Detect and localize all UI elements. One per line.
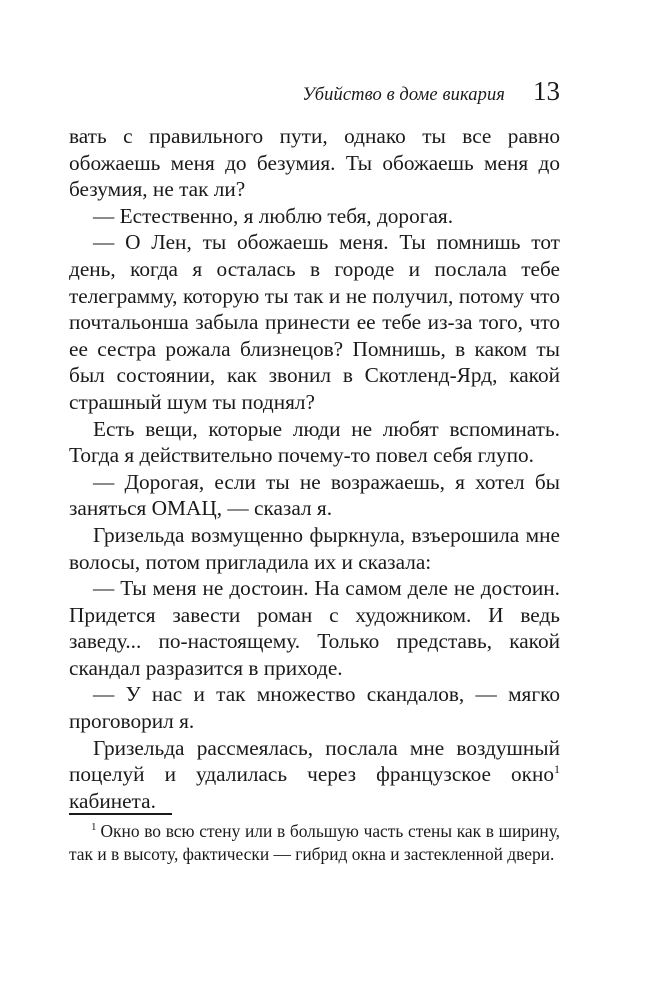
- page-number: 13: [533, 76, 560, 106]
- running-title: Убийство в доме викария: [302, 85, 505, 105]
- paragraph: — О Лен, ты обожаешь меня. Ты помнишь тот день, когда я осталась в городе и послала тебе телеграмму, которую ты так и не получил, потому что почтальонша забыла принести ее тебе из-за того, что ее сестра рожала близнецов? Помнишь, в каком ты был состоянии, как звонил в Скотленд-Ярд, какой страшный шум ты поднял?: [69, 230, 560, 414]
- paragraph: — Дорогая, если ты не возражаешь, я хотел бы заняться ОМАЦ, — сказал я.: [69, 469, 560, 521]
- footnote: [69, 820, 560, 865]
- footnote-marker: 1: [91, 821, 97, 833]
- paragraph: вать с правильного пути, однако ты все равно обожаешь меня до безумия. Ты обожаешь меня до безумия, не так ли?: [69, 124, 560, 202]
- paragraph: Гризельда возмущенно фыркнула, взъерошила мне волосы, потом пригладила их и сказала:: [69, 522, 560, 574]
- paragraph: [69, 735, 560, 815]
- paragraph: — У нас и так множество скандалов, — мягко проговорил я.: [69, 682, 560, 734]
- running-head: [302, 78, 560, 106]
- paragraph: — Естественно, я люблю тебя, дорогая.: [93, 203, 454, 228]
- paragraph-text: кабинета.: [69, 788, 156, 813]
- paragraph: — Ты меня не достоин. На самом деле не достоин. Придется завести роман с художником. И ведь заведу... по-настоящему. Только представь, какой скандал разразится в приходе.: [69, 576, 560, 680]
- footnote-text: Окно во всю стену или в большую часть стены как в ширину, так и в высоту, фактически — гибрид окна и застекленной двери.: [69, 821, 560, 864]
- paragraph: Есть вещи, которые люди не любят вспоминать. Тогда я действительно почему-то повел себя глупо.: [69, 416, 560, 468]
- body-text: [69, 123, 560, 814]
- footnote-reference[interactable]: 1: [554, 762, 560, 777]
- paragraph-text: Гризельда рассмеялась, послала мне воздушный поцелуй и удалилась через французское окно: [69, 735, 560, 787]
- footnotes: [69, 820, 560, 865]
- footnote-divider: [69, 813, 172, 815]
